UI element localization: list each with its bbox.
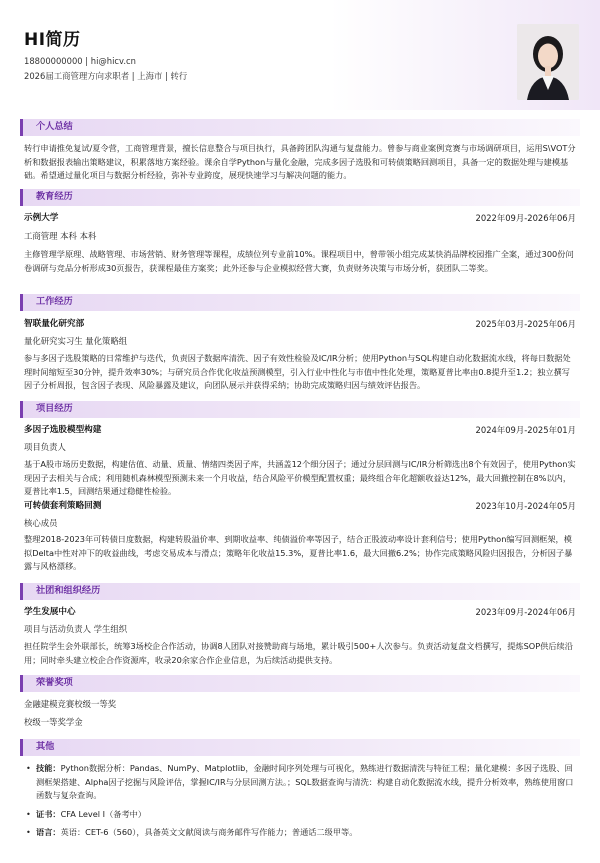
avatar — [517, 24, 579, 100]
section-other-header — [20, 739, 580, 756]
award-item: 金融建模竞赛校级一等奖 — [24, 699, 117, 709]
bullet-icon: • — [26, 827, 31, 837]
section-title: 荣誉奖项 — [36, 677, 73, 688]
campus-date: 2023年09月-2024年06月 — [475, 607, 576, 617]
item-text: 英语：CET-6（560），具备英文文献阅读与商务邮件写作能力；普通话二级甲等。 — [60, 827, 358, 837]
section-education-header — [20, 189, 580, 206]
education-text: 主修管理学原理、战略管理、市场营销、财务管理等课程，成绩位列专业前10%。课程项目中，曾带领小组完成某快消品牌校园推广全案，通过300份问卷调研与竞品分析形成30页报告，获课程最佳方案奖；此外还参与企业模拟经营大赛，负责财务决策与市场分析，获团队二等奖。 — [24, 249, 574, 273]
section-summary-header — [20, 119, 580, 136]
work-row — [24, 318, 576, 331]
project-date: 2024年09月-2025年01月 — [475, 425, 576, 435]
project-row — [24, 500, 576, 513]
summary-text: 转行申请推免复试/夏令营，工商管理背景，擅长信息整合与项目执行，具备跨团队沟通与复盘能力。曾参与商业案例竞赛与市场调研项目，运用S\VOT分析和数据报表输出策略建议，积累落地方案经验。课余自学Python与量化金融，完成多因子选股和可转债策略回测项目，具备一定的数据处理与建模基础。希望通过量化项目与数据分析经验，弥补专业跨度，展现快速学习与解决问题的能力。 — [24, 143, 576, 181]
item-text: Python数据分析：Pandas、NumPy、Matplotlib，金融时间序列处理与可视化，熟练进行数据清洗与特征工程；量化建模：多因子选股、回测框架搭建、Alpha因子挖掘与风险评估，掌握IC/IR与分层回测方法。；SQL数据查询与清洗：构建自动化数据流水线，提升分析效率，熟练使用窗口函数与复杂查询。 — [36, 763, 574, 801]
project-name: 多因子选股模型构建 — [24, 425, 102, 435]
project-name: 可转债套利策略回测 — [24, 501, 102, 511]
campus-role: 项目与活动负责人 学生组织 — [24, 624, 128, 634]
bullet-icon: • — [26, 763, 31, 773]
bullet-icon: • — [26, 809, 31, 819]
item-label: 语言： — [36, 827, 61, 837]
project-role: 项目负责人 — [24, 442, 66, 452]
section-title: 社团和组织经历 — [36, 585, 101, 596]
project-date: 2023年10月-2024年05月 — [475, 501, 576, 511]
work-role: 量化研究实习生 量化策略组 — [24, 336, 128, 346]
section-title: 教育经历 — [36, 191, 73, 202]
section-title: 项目经历 — [36, 403, 73, 414]
other-item-certs — [24, 808, 576, 822]
item-label: 技能： — [36, 763, 61, 773]
work-text: 参与多因子选股策略的日常维护与迭代，负责因子数据库清洗、因子有效性检验及IC/IR分析；使用Python与SQL构建自动化数据流水线，将每日数据处理时间缩短至30分钟，提升效率30%；与研究员合作优化收益预测模型，引入行业中性化与市值中性化处理，策略夏普比率由0.8提升至1.2；独立撰写因子分析周报，包含因子表现、风险暴露及建议，向团队展示并获得采纳；协助完成策略归因与绩效评估报告。 — [24, 353, 571, 391]
section-work-header — [20, 294, 580, 311]
contact-line: 18800000000 | hi@hicv.cn — [24, 56, 136, 66]
work-date: 2025年03月-2025年06月 — [475, 319, 576, 329]
item-text: CFA Level Ⅰ（备考中） — [60, 809, 147, 819]
campus-text: 担任院学生会外联部长，统筹3场校企合作活动，协调8人团队对接赞助商与场地，累计吸引500+人次参与。负责活动复盘文档撰写，提炼SOP供后续沿用；同时牵头建立校企合作资源库，收录20余家合作企业信息，为后续活动提供支持。 — [24, 641, 573, 665]
education-date: 2022年09月-2026年06月 — [475, 213, 576, 223]
avatar-photo-icon — [517, 24, 579, 100]
education-major: 工商管理 本科 本科 — [24, 231, 97, 241]
project-role: 核心成员 — [24, 518, 58, 528]
education-row — [24, 212, 576, 225]
section-title: 个人总结 — [36, 121, 73, 132]
section-title: 其他 — [36, 741, 55, 752]
project-text: 整理2018-2023年可转债日度数据，构建转股溢价率、到期收益率、纯债溢价率等因子，结合正股波动率设计套利信号；使用Python编写回测框架，模拟Delta中性对冲下的收益曲线，考虑交易成本与滑点；策略年化收益15.3%，夏普比率1.6，最大回撤6.2%；协作完成策略风险归因报告，分析因子暴露与风格漂移。 — [24, 534, 573, 572]
other-item-language — [24, 826, 576, 840]
project-text: 基于A股市场历史数据，构建估值、动量、质量、情绪四类因子库，共涵盖12个细分因子；通过分层回测与IC/IR分析筛选出8个有效因子，使用Python实现因子去相关与合成；利用随机森林模型预测未来一个月收益，结合风险平价模型配置权重；最终组合年化超额收益达12%，最大回撤控制在8%以内，夏普比率1.5，回测结果通过稳健性检验。 — [24, 459, 576, 497]
item-label: 证书： — [36, 809, 61, 819]
org-name: 学生发展中心 — [24, 607, 76, 617]
company-name: 智联量化研究部 — [24, 319, 85, 329]
award-item: 校级一等奖学金 — [24, 717, 83, 727]
job-intent-line: 2026届工商管理方向求职者 | 上海市 | 转行 — [24, 71, 188, 81]
section-projects-header — [20, 401, 580, 418]
section-title: 工作经历 — [36, 296, 73, 307]
section-campus-header — [20, 583, 580, 600]
school-name: 示例大学 — [24, 213, 59, 223]
other-item-skills — [24, 762, 576, 803]
project-row — [24, 424, 576, 437]
candidate-name: HI简历 — [24, 30, 81, 50]
campus-row — [24, 606, 576, 619]
section-awards-header — [20, 675, 580, 692]
